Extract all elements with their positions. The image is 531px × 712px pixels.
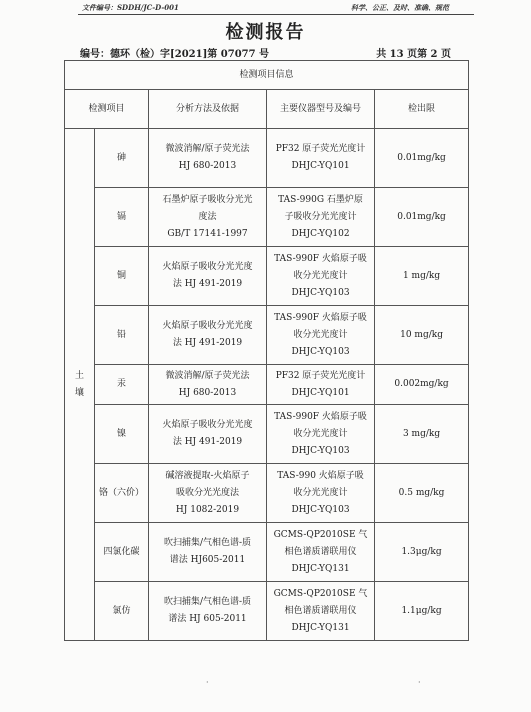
method-cell-line: 微波消解/原子荧光法 [165,144,250,154]
limit-cell: 0.01mg/kg [375,129,469,188]
instrument-cell-line: DHJC-YQ103 [291,504,350,515]
instrument-cell-line: DHJC-YQ103 [291,346,350,357]
instrument-cell-line: DHJC-YQ101 [291,161,350,171]
column-header-item: 检测项目 [65,90,149,129]
table-row [65,523,469,582]
method-cell-line: 火焰原子吸收分光光度 [162,420,253,430]
method-cell [149,365,267,405]
method-cell-line: 吹扫捕集/气相色谱-质 [163,538,252,548]
instrument-cell-line: 收分光光度计 [293,428,348,439]
instrument-cell-line: DHJC-YQ101 [291,387,350,398]
table-row [65,247,469,306]
method-cell-line: 火焰原子吸收分光光度 [162,321,253,331]
instrument-cell [267,405,375,464]
page-info: 共 13 页第 2 页 [376,49,451,60]
instrument-cell-line: DHJC-YQ103 [291,287,350,298]
method-cell-line: 吸收分光光度法 [175,487,239,498]
instrument-cell [267,306,375,365]
scan-mark: · [206,678,209,687]
method-cell [149,188,267,247]
method-cell [149,523,267,582]
item-cell: 铅 [95,306,149,365]
instrument-cell-line: 收分光光度计 [293,329,348,340]
instrument-cell-line: 子吸收分光光度计 [284,211,357,222]
instrument-cell-line: TAS-990F 火焰原子吸 [274,411,367,422]
method-cell-line: GB/T 17141-1997 [167,228,248,239]
method-cell-line: HJ 680-2013 [178,387,237,398]
item-cell: 汞 [95,365,149,405]
method-cell-line: 微波消解/原子荧光法 [165,370,250,381]
limit-cell: 0.01mg/kg [375,188,469,247]
limit-cell: 1 mg/kg [375,247,469,306]
item-cell: 铜 [95,247,149,306]
matrix-char: 壤 [74,387,84,398]
method-cell-line: 度法 [198,211,217,222]
method-cell [149,582,267,641]
report-number: 编号：德环（检）字[2021]第 07077 号 [80,49,270,60]
file-number: 文件编号：SDDH/JC-D-001 [82,3,179,12]
instrument-cell [267,464,375,523]
instrument-cell-line: TAS-990G 石墨炉原 [278,194,363,205]
method-cell [149,129,267,188]
column-header-instrument: 主要仪器型号及编号 [267,90,375,129]
method-cell-line: 法 HJ 491-2019 [172,338,243,348]
method-cell-line: HJ 680-2013 [178,161,237,171]
method-cell-line: 石墨炉原子吸收分光光 [162,194,253,205]
scan-mark: · [418,678,421,687]
instrument-cell-line: 收分光光度计 [293,487,348,498]
method-cell [149,247,267,306]
instrument-cell-line: DHJC-YQ103 [291,445,350,456]
item-cell: 镍 [95,405,149,464]
detection-info-table [64,60,469,641]
instrument-cell [267,523,375,582]
matrix-cell [65,129,95,641]
method-cell [149,306,267,365]
instrument-cell-line: 收分光光度计 [293,270,348,281]
instrument-cell-line: GCMS-QP2010SE 气 [273,529,368,540]
table-row [65,582,469,641]
instrument-cell-line: DHJC-YQ131 [291,622,350,633]
method-cell-line: 碱溶液提取-火焰原子 [165,470,250,481]
limit-cell: 1.1μg/kg [375,582,469,641]
method-cell-line: 吹扫捕集/气相色谱-质 [163,597,252,607]
instrument-cell [267,247,375,306]
table-caption: 检测项目信息 [65,61,469,90]
matrix-char: 土 [74,370,84,381]
item-cell: 氯仿 [95,582,149,641]
method-cell-line: 谱法 HJ605-2011 [169,555,246,565]
limit-cell: 1.3μg/kg [375,523,469,582]
table-row [65,129,469,188]
instrument-cell-line: PF32 原子荧光光度计 [275,144,366,154]
method-cell [149,405,267,464]
table-row [65,365,469,405]
item-cell: 镉 [95,188,149,247]
header-rule [78,14,474,15]
instrument-cell [267,582,375,641]
header-motto: 科学、公正、及时、准确、规范 [351,3,449,12]
limit-cell: 3 mg/kg [375,405,469,464]
instrument-cell-line: DHJC-YQ131 [291,563,350,574]
instrument-cell-line: PF32 原子荧光光度计 [275,370,366,381]
column-header-method: 分析方法及依据 [149,90,267,129]
method-cell-line: HJ 1082-2019 [175,504,240,515]
table-row [65,306,469,365]
limit-cell: 0.5 mg/kg [375,464,469,523]
table-row [65,464,469,523]
method-cell-line: 火焰原子吸收分光光度 [162,262,253,272]
method-cell-line: 法 HJ 491-2019 [172,437,243,447]
page-title: 检测报告 [225,22,306,43]
item-cell: 四氯化碳 [95,523,149,582]
limit-cell: 10 mg/kg [375,306,469,365]
item-cell: 铬（六价） [95,464,149,523]
method-cell-line: 法 HJ 491-2019 [172,279,243,289]
instrument-cell-line: TAS-990F 火焰原子吸 [274,312,367,323]
instrument-cell-line: 相色谱质谱联用仪 [284,605,357,616]
instrument-cell [267,365,375,405]
instrument-cell-line: TAS-990 火焰原子吸 [277,470,364,481]
method-cell-line: 谱法 HJ 605-2011 [168,614,247,624]
table-row [65,405,469,464]
instrument-cell-line: GCMS-QP2010SE 气 [273,588,368,599]
instrument-cell [267,188,375,247]
item-cell: 砷 [95,129,149,188]
method-cell [149,464,267,523]
table-row [65,188,469,247]
column-header-limit: 检出限 [375,90,469,129]
instrument-cell-line: 相色谱质谱联用仪 [284,546,357,557]
instrument-cell-line: DHJC-YQ102 [291,228,350,239]
instrument-cell-line: TAS-990F 火焰原子吸 [274,253,367,264]
instrument-cell [267,129,375,188]
limit-cell: 0.002mg/kg [375,365,469,405]
